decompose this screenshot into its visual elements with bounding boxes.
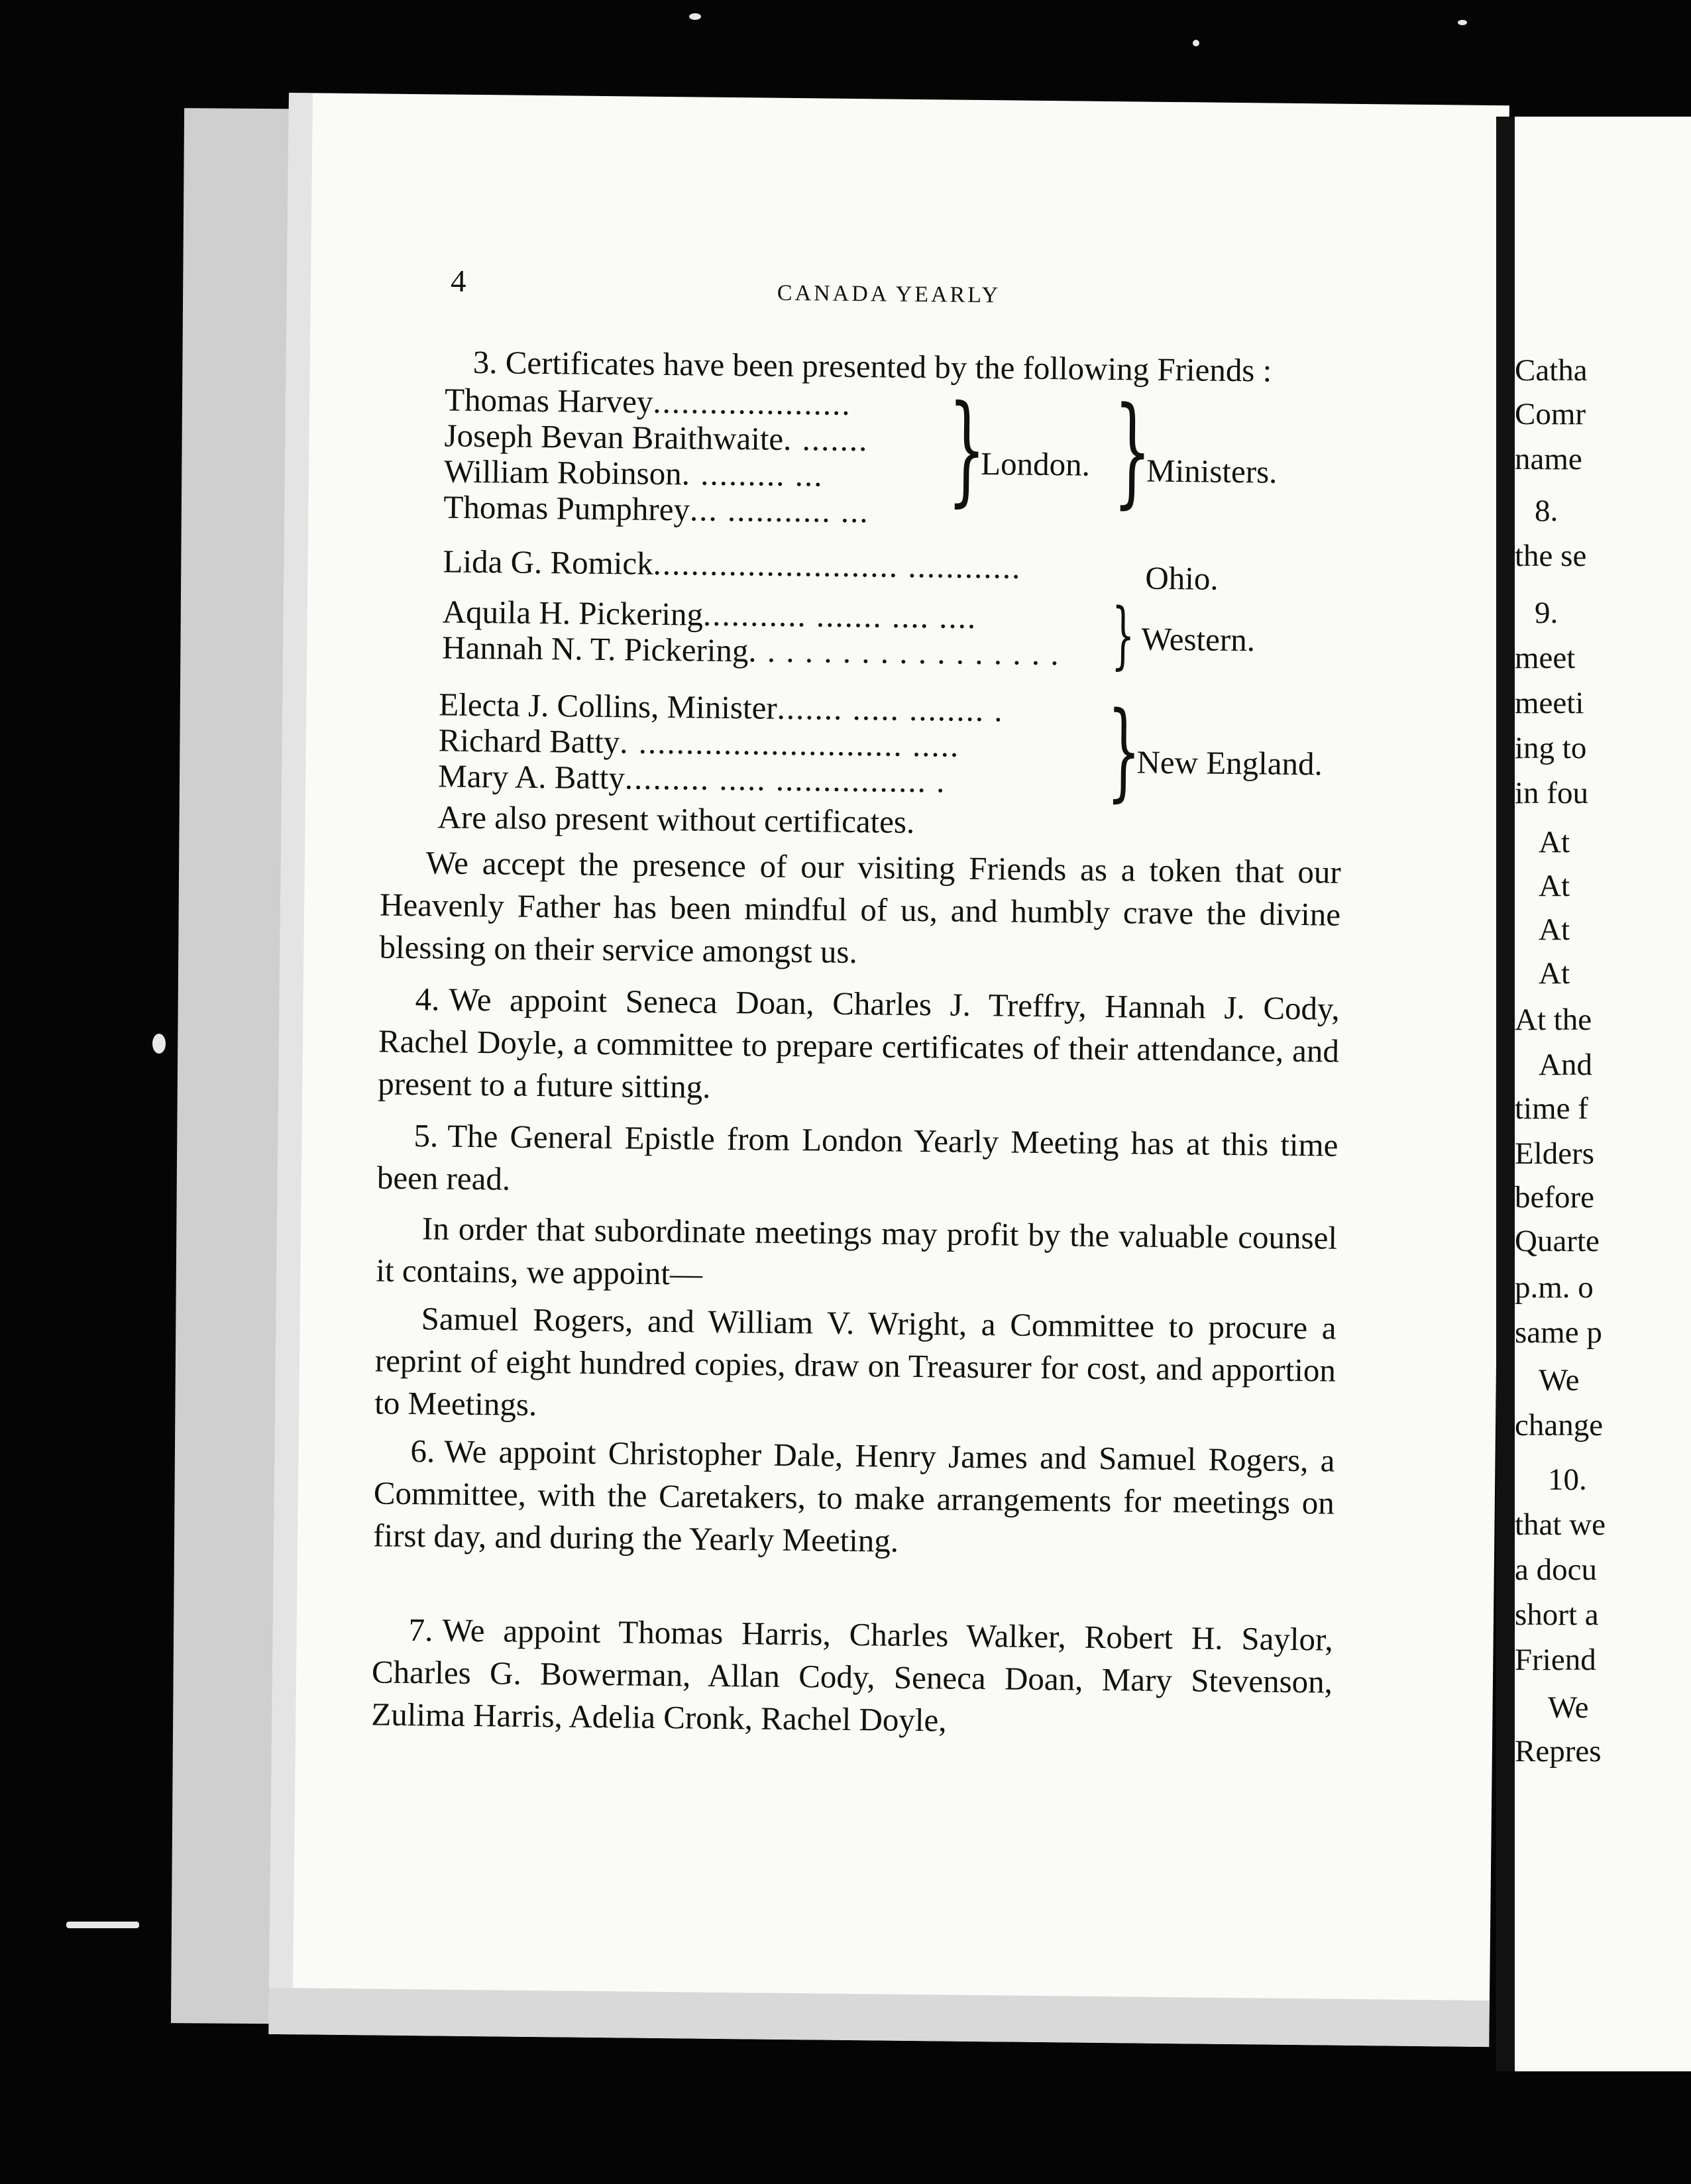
friend-row <box>444 452 824 494</box>
paragraph <box>374 1297 1336 1434</box>
para-text: In order that subordinate meetings may profit by the valuable counsel it contains, we appoint— <box>376 1210 1338 1292</box>
brace: } <box>1106 688 1142 813</box>
para-number: 7. <box>408 1611 433 1649</box>
running-header: CANADA YEARLY <box>777 280 1001 308</box>
friend-name: William Robinson <box>443 453 682 492</box>
leader-dots: .......................... ............ <box>653 545 1022 586</box>
para-text: We accept the presence of our visiting Friends as a token that our Heavenly Father has been mindful of us, and humbly crave the divine blessing on their service amongst us. <box>379 844 1342 971</box>
group-label-ministers: Ministers. <box>1146 452 1278 490</box>
para-text: We appoint Christopher Dale, Henry James and Samuel Rogers, a Committee, with the Caretakers, to make arrangements for meetings on first day, and during the Yearly Meeting. <box>372 1433 1335 1559</box>
brace: } <box>1113 382 1152 521</box>
para-number: 3. <box>472 343 498 381</box>
leader-dots: ... ........... ... <box>689 491 870 530</box>
right-page-line: same p <box>1515 1315 1602 1350</box>
friend-name: Electa J. Collins, Minister <box>439 686 777 726</box>
friend-name: Thomas Harvey <box>444 381 653 420</box>
friend-name: Lida G. Romick <box>443 543 653 582</box>
paragraph <box>379 842 1341 979</box>
right-page-fragment <box>1515 117 1691 2071</box>
right-page-line: time f <box>1515 1091 1588 1126</box>
right-page-line: 9. <box>1535 596 1558 630</box>
para-text: The General Epistle from London Yearly Meeting has at this time been read. <box>376 1117 1338 1197</box>
friend-name: Thomas Pumphrey <box>443 488 690 528</box>
group-label-new-england: New England. <box>1136 743 1323 783</box>
right-page-line: Catha <box>1515 353 1588 388</box>
brace: } <box>1111 592 1136 678</box>
para-number: 6. <box>410 1433 435 1470</box>
brace: } <box>947 380 987 519</box>
dust-speck <box>66 1922 139 1928</box>
leader-dots: . ....... <box>783 420 869 459</box>
friend-name: Hannah N. T. Pickering <box>441 629 749 669</box>
para-number <box>411 1300 412 1337</box>
group-label-london: London. <box>980 445 1091 483</box>
friend-name: Joseph Bevan Braithwaite <box>444 417 784 457</box>
dust-speck <box>689 13 701 20</box>
right-page-line: Comr <box>1515 397 1586 431</box>
page-number: 4 <box>450 264 466 299</box>
page-bottom-shade <box>268 1988 1490 2047</box>
friend-row <box>438 757 946 800</box>
friend-row <box>443 488 869 530</box>
right-page-line: 10. <box>1548 1462 1587 1497</box>
para-3-without: Are also present without certificates. <box>437 798 915 840</box>
right-page-line: before <box>1515 1180 1595 1215</box>
right-page-line: At <box>1539 956 1570 991</box>
right-page-line: ing to <box>1515 731 1587 765</box>
friend-name: Mary A. Batty <box>437 757 626 796</box>
dust-speck <box>1193 40 1199 46</box>
para-text: Certificates have been presented by the following Friends : <box>505 344 1272 389</box>
right-page-line: Friend <box>1515 1643 1596 1677</box>
friend-row <box>442 628 1060 673</box>
leader-dots: ..................... <box>653 383 851 422</box>
book-gutter <box>1496 117 1515 2071</box>
right-page-line: change <box>1515 1408 1604 1443</box>
right-page-line: Elders <box>1515 1136 1595 1171</box>
right-page-line: We <box>1548 1690 1589 1725</box>
paragraph <box>373 1429 1335 1566</box>
right-page-line: At <box>1539 912 1570 947</box>
right-page-line: We <box>1539 1363 1580 1397</box>
right-page-line: that we <box>1515 1507 1606 1542</box>
right-page-line: a docu <box>1515 1553 1597 1587</box>
right-page-line: meet <box>1515 641 1576 675</box>
friend-name: Richard Batty <box>438 722 620 761</box>
right-page-line: At <box>1539 869 1570 903</box>
right-page-line: Repres <box>1515 1734 1602 1769</box>
leader-dots: ......... ..... ................ . <box>624 759 946 800</box>
para-text: We appoint Seneca Doan, Charles J. Treffry, Hannah J. Cody, Rachel Doyle, a committee to prepare certificates of their attendance, and present to a future sitting. <box>378 981 1340 1105</box>
dust-speck <box>1458 20 1467 25</box>
group-label-ohio: Ohio. <box>1145 559 1219 597</box>
right-page-line: And <box>1539 1048 1592 1082</box>
right-page-line: meeti <box>1515 686 1584 720</box>
right-page-line: 8. <box>1535 494 1558 528</box>
para-text: We appoint Thomas Harris, Charles Walker, Robert H. Saylor, Charles G. Bowerman, Allan Cody, Seneca Doan, Mary Stevenson, Zulima Harris, Adelia Cronk, Rachel Doyle, <box>371 1611 1333 1739</box>
friend-row <box>443 542 1021 586</box>
para-number: 4. <box>415 981 440 1018</box>
right-page-line: name <box>1515 442 1582 476</box>
friend-row <box>445 380 851 422</box>
leader-dots: . ............................ ..... <box>620 724 960 764</box>
right-page-line: p.m. o <box>1515 1270 1594 1305</box>
right-page-line: At <box>1539 825 1570 859</box>
leader-dots: ....... ..... ........ . <box>777 689 1004 729</box>
leader-dots: ........... ....... .... .... <box>702 596 977 635</box>
dust-speck <box>152 1034 166 1054</box>
paragraph <box>377 1114 1338 1209</box>
leader-dots: . ......... ... <box>681 455 824 494</box>
friend-name: Aquila H. Pickering <box>442 593 704 633</box>
para-text: Samuel Rogers, and William V. Wright, a Committee to procure a reprint of eight hundred copies, draw on Treasurer for cost, and apportion to Meetings. <box>374 1300 1336 1423</box>
right-page-line: the se <box>1515 539 1587 573</box>
para-number: 5. <box>413 1117 439 1154</box>
paragraph <box>378 977 1340 1115</box>
paragraph <box>371 1608 1333 1745</box>
right-page-line: short a <box>1515 1598 1599 1632</box>
right-page-line: Quarte <box>1515 1224 1600 1258</box>
right-page-line: At the <box>1515 1003 1592 1037</box>
left-page <box>268 93 1509 2047</box>
right-page-line: in fou <box>1515 776 1588 810</box>
group-label-western: Western. <box>1141 620 1256 659</box>
paragraph <box>376 1207 1337 1301</box>
leader-dots: . . . . . . . . . . . . . . . . . <box>748 632 1060 673</box>
